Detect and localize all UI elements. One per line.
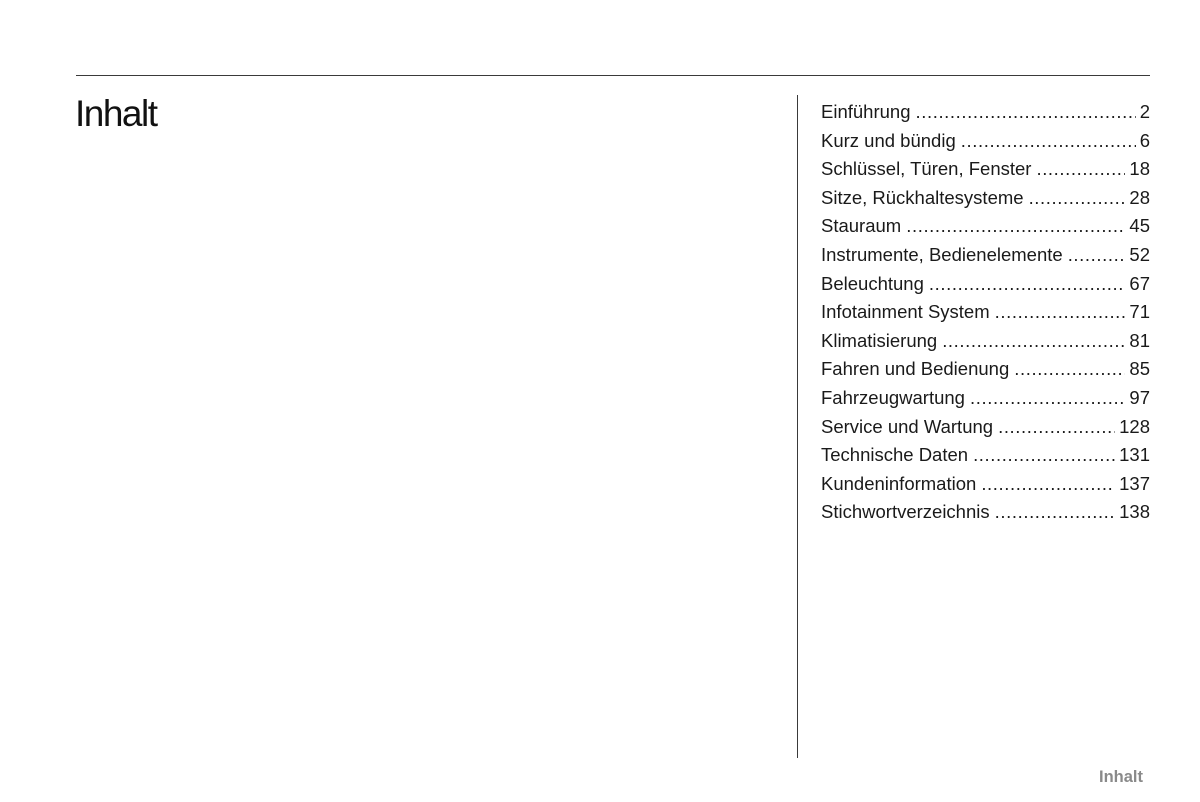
toc-page-number: 67 [1129,272,1150,294]
toc-entry-label: Stauraum [821,215,902,237]
toc-entry-klimatisierung[interactable] [821,327,1150,356]
toc-entry-technische-daten[interactable] [821,441,1150,470]
toc-dot-leader [1014,355,1125,384]
toc-entry-label: Beleuchtung [821,272,924,294]
toc-entry-einfuehrung[interactable] [821,98,1150,127]
toc-entry-stauraum[interactable] [821,212,1150,241]
toc-entry-label: Fahrzeugwartung [821,386,965,408]
toc-entry-label: Kurz und bündig [821,129,956,151]
footer-section-label: Inhalt [1099,768,1143,786]
toc-entry-label: Klimatisierung [821,329,938,351]
toc-dot-leader [970,384,1125,413]
toc-page-number: 6 [1139,129,1150,151]
toc-dot-leader [973,441,1115,470]
toc-entry-schluessel-tueren-fenster[interactable] [821,155,1150,184]
toc-dot-leader [995,498,1116,527]
toc-page-number: 18 [1129,158,1150,180]
toc-entry-label: Kundeninformation [821,472,977,494]
table-of-contents [821,98,1150,527]
toc-entry-fahren-und-bedienung[interactable] [821,355,1150,384]
toc-entry-label: Service und Wartung [821,415,994,437]
toc-dot-leader [942,327,1125,356]
toc-page-number: 2 [1139,101,1150,122]
toc-entry-label: Schlüssel, Türen, Fenster [821,158,1032,180]
toc-page-number: 138 [1119,501,1150,523]
toc-entry-label: Sitze, Rückhaltesysteme [821,186,1024,208]
toc-dot-leader [1036,155,1125,184]
toc-entry-service-und-wartung[interactable] [821,413,1150,442]
toc-page-number: 131 [1119,444,1150,466]
toc-entry-stichwortverzeichnis[interactable] [821,498,1150,527]
toc-page-number: 28 [1129,186,1150,208]
toc-entry-label: Infotainment System [821,301,990,323]
toc-dot-leader [998,413,1115,442]
toc-dot-leader [1029,184,1126,213]
toc-dot-leader [981,470,1115,499]
toc-page-number: 71 [1129,301,1150,323]
toc-entry-kundeninformation[interactable] [821,470,1150,499]
header-rule [76,75,1150,76]
toc-page-number: 81 [1129,329,1150,351]
toc-entry-label: Einführung [821,101,911,122]
toc-dot-leader [995,298,1126,327]
toc-entry-kurz-und-buendig[interactable] [821,127,1150,156]
toc-page-number: 137 [1119,472,1150,494]
toc-page-number: 45 [1129,215,1150,237]
toc-entry-label: Instrumente, Bedienelemente [821,243,1063,265]
toc-dot-leader [961,127,1136,156]
toc-page-number: 128 [1119,415,1150,437]
toc-entry-sitze-rueckhaltesysteme[interactable] [821,184,1150,213]
toc-page-number: 52 [1129,243,1150,265]
toc-entry-label: Technische Daten [821,444,969,466]
toc-entry-beleuchtung[interactable] [821,270,1150,299]
toc-entry-label: Fahren und Bedienung [821,358,1010,380]
toc-entry-label: Stichwortverzeichnis [821,501,990,523]
toc-dot-leader [1068,241,1126,270]
toc-dot-leader [915,98,1135,127]
toc-page-number: 97 [1129,386,1150,408]
page-title: Inhalt [75,93,157,134]
toc-dot-leader [929,270,1126,299]
toc-dot-leader [906,212,1125,241]
toc-entry-fahrzeugwartung[interactable] [821,384,1150,413]
toc-page-number: 85 [1129,358,1150,380]
toc-entry-instrumente-bedienelemente[interactable] [821,241,1150,270]
toc-entry-infotainment-system[interactable] [821,298,1150,327]
column-divider [797,95,798,758]
